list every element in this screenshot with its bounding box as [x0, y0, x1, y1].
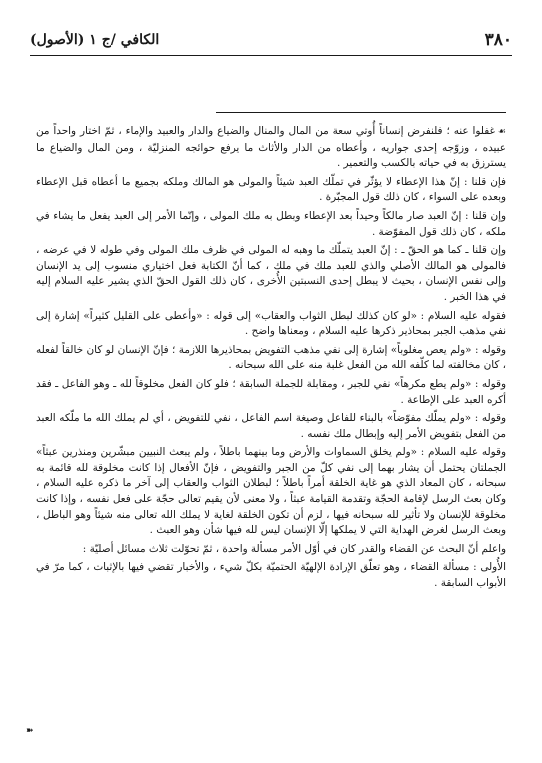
paragraph: وقوله : «ولم يعص مغلوباً» إشارة إلى نفي مذهب التفويض بمحاذيرها اللازمة ؛ فإنّ الإنسان لو كان خالقاً لفعله ، كان مخالفته لما كلّفه الله من الفعل غلبة منه على الله سبحانه .	[36, 343, 506, 372]
paragraph: فإن قلنا : إنّ هذا الإعطاء لا يؤثّر في تملّك العبد شيئاً والمولى هو المالك وملكه بجميع ما أعطاه قبل الإعطاء وبعده على السواء ، كان ذلك قول المجبّرة .	[36, 175, 506, 204]
paragraph: وقوله : «ولم يطع مكرهاً» نفي للجبر ، ومقابلة للجملة السابقة ؛ فلو كان الفعل مخلوقاً لله ـ وهو الفاعل ـ فقد أكره العبد على الإطاعة .	[36, 377, 506, 406]
paragraph: واعلم أنّ البحث عن القضاء والقدر كان في أوّل الأمر مسألة واحدة ، ثمّ تحوّلت ثلاث مسائل أصليّة :	[82, 542, 506, 555]
header-rule	[30, 55, 512, 56]
paragraph: وقوله : «ولم يملّك مفوّضاً» بالبناء للفاعل وصيغة اسم الفاعل ، نفي للتفويض ، أي لم يملك الله ما ملّكه العبد من الفعل بتفويض الأمر إليه وإبطال ملك نفسه .	[36, 412, 506, 440]
footnote-body	[36, 124, 506, 595]
end-arrow-icon: ➽	[26, 726, 34, 736]
page-number: ٣٨٠	[484, 30, 512, 50]
running-header	[30, 28, 512, 52]
paragraph: وإن قلنا ـ كما هو الحقّ ـ : إنّ العبد يتملّك ما وهبه له المولى في ظرف ملك المولى وفي طوله لا في عرضه ، فالمولى هو المالك الأصلي والذي للعبد ملك في ملك ، كما أنّ الكتابة فعل اختياري منسوب إلى يد الإنسان وإلى نفس الإنسان ، بحيث لا يبطل إحدى النسبتين الأُخرى ، كان ذلك القول الحقّ الذي يشير عليه السلام إليه في هذا الخبر .	[36, 244, 506, 303]
paragraph: وقوله عليه السلام : «ولم يخلق السماوات والأرض وما بينهما باطلاً ، ولم يبعث النبيين مبشّرين ومنذرين عبثاً» الجملتان يحتمل أن يشار بهما إلى نفي كلّ من الجبر والتفويض ، فإنّ الأفعال إذا كانت مخلوقة لله قائمة به سبحانه ، كان المعاد الذي هو غاية الخلقة أمراً باطلاً ؛ لبطلان الثواب والعقاب إلى آخر ما ذكره عليه السلام ، وكان بعث الرسل لإقامة الحجّة وتقدمة القيامة عبثاً ، ولا معنى لأن يقيم تعالى حجّة على فعل نفسه ، وإذا كانت مخلوقة للإنسان ولا تأثير لله سبحانه فيها ، لزم أن تكون الخلقة لغاية لا يملك الله تعالى منه شيئاً وهو الباطل ، وبعث الرسل لغرض الهداية التي لا يملكها إلّا الإنسان ليس لله فيها شأن وهو العبث .	[36, 446, 506, 537]
footnote-separator-rule	[216, 112, 506, 113]
paragraph: وإن قلنا : إنّ العبد صار مالكاً وحيداً بعد الإعطاء وبطل به ملك المولى ، وإنّما الأمر إلى العبد يفعل ما يشاء في ملكه ، كان ذلك قول المفوّضة .	[36, 209, 506, 238]
paragraph: ☙غفلوا عنه ؛ فلنفرض إنساناً أُوتي سعة من المال والمنال والضياع والدار والعبيد والإماء ، ثمّ اختار واحداً من عبيده ، وزوّجه إحدى جواريه ، وأعطاه من الدار والأثاث ما يرفع حوائجه المنزليّة ، ومن المال والضياع ما يسترزق به في حياته بالكسب والتعمير .	[36, 125, 506, 170]
running-title: الكافي /ج ١ (الأصول)	[30, 32, 160, 48]
lead-mark-icon: ☙	[497, 127, 506, 137]
paragraph: الأُولى : مسألة القضاء ، وهو تعلّق الإرادة الإلهيّة الحتميّة بكلّ شيء ، والأخبار تقضي فيها بالإثبات ، كما مرّ في الأبواب السابقة .	[36, 561, 506, 590]
paragraph: فقوله عليه السلام : «لو كان كذلك لبطل الثواب والعقاب» إلى قوله : «وأعطى على القليل كثيراً» إشارة إلى نفي مذهب الجبر بمحاذير ذكرها عليه السلام ، ومعناها واضح .	[36, 309, 506, 338]
